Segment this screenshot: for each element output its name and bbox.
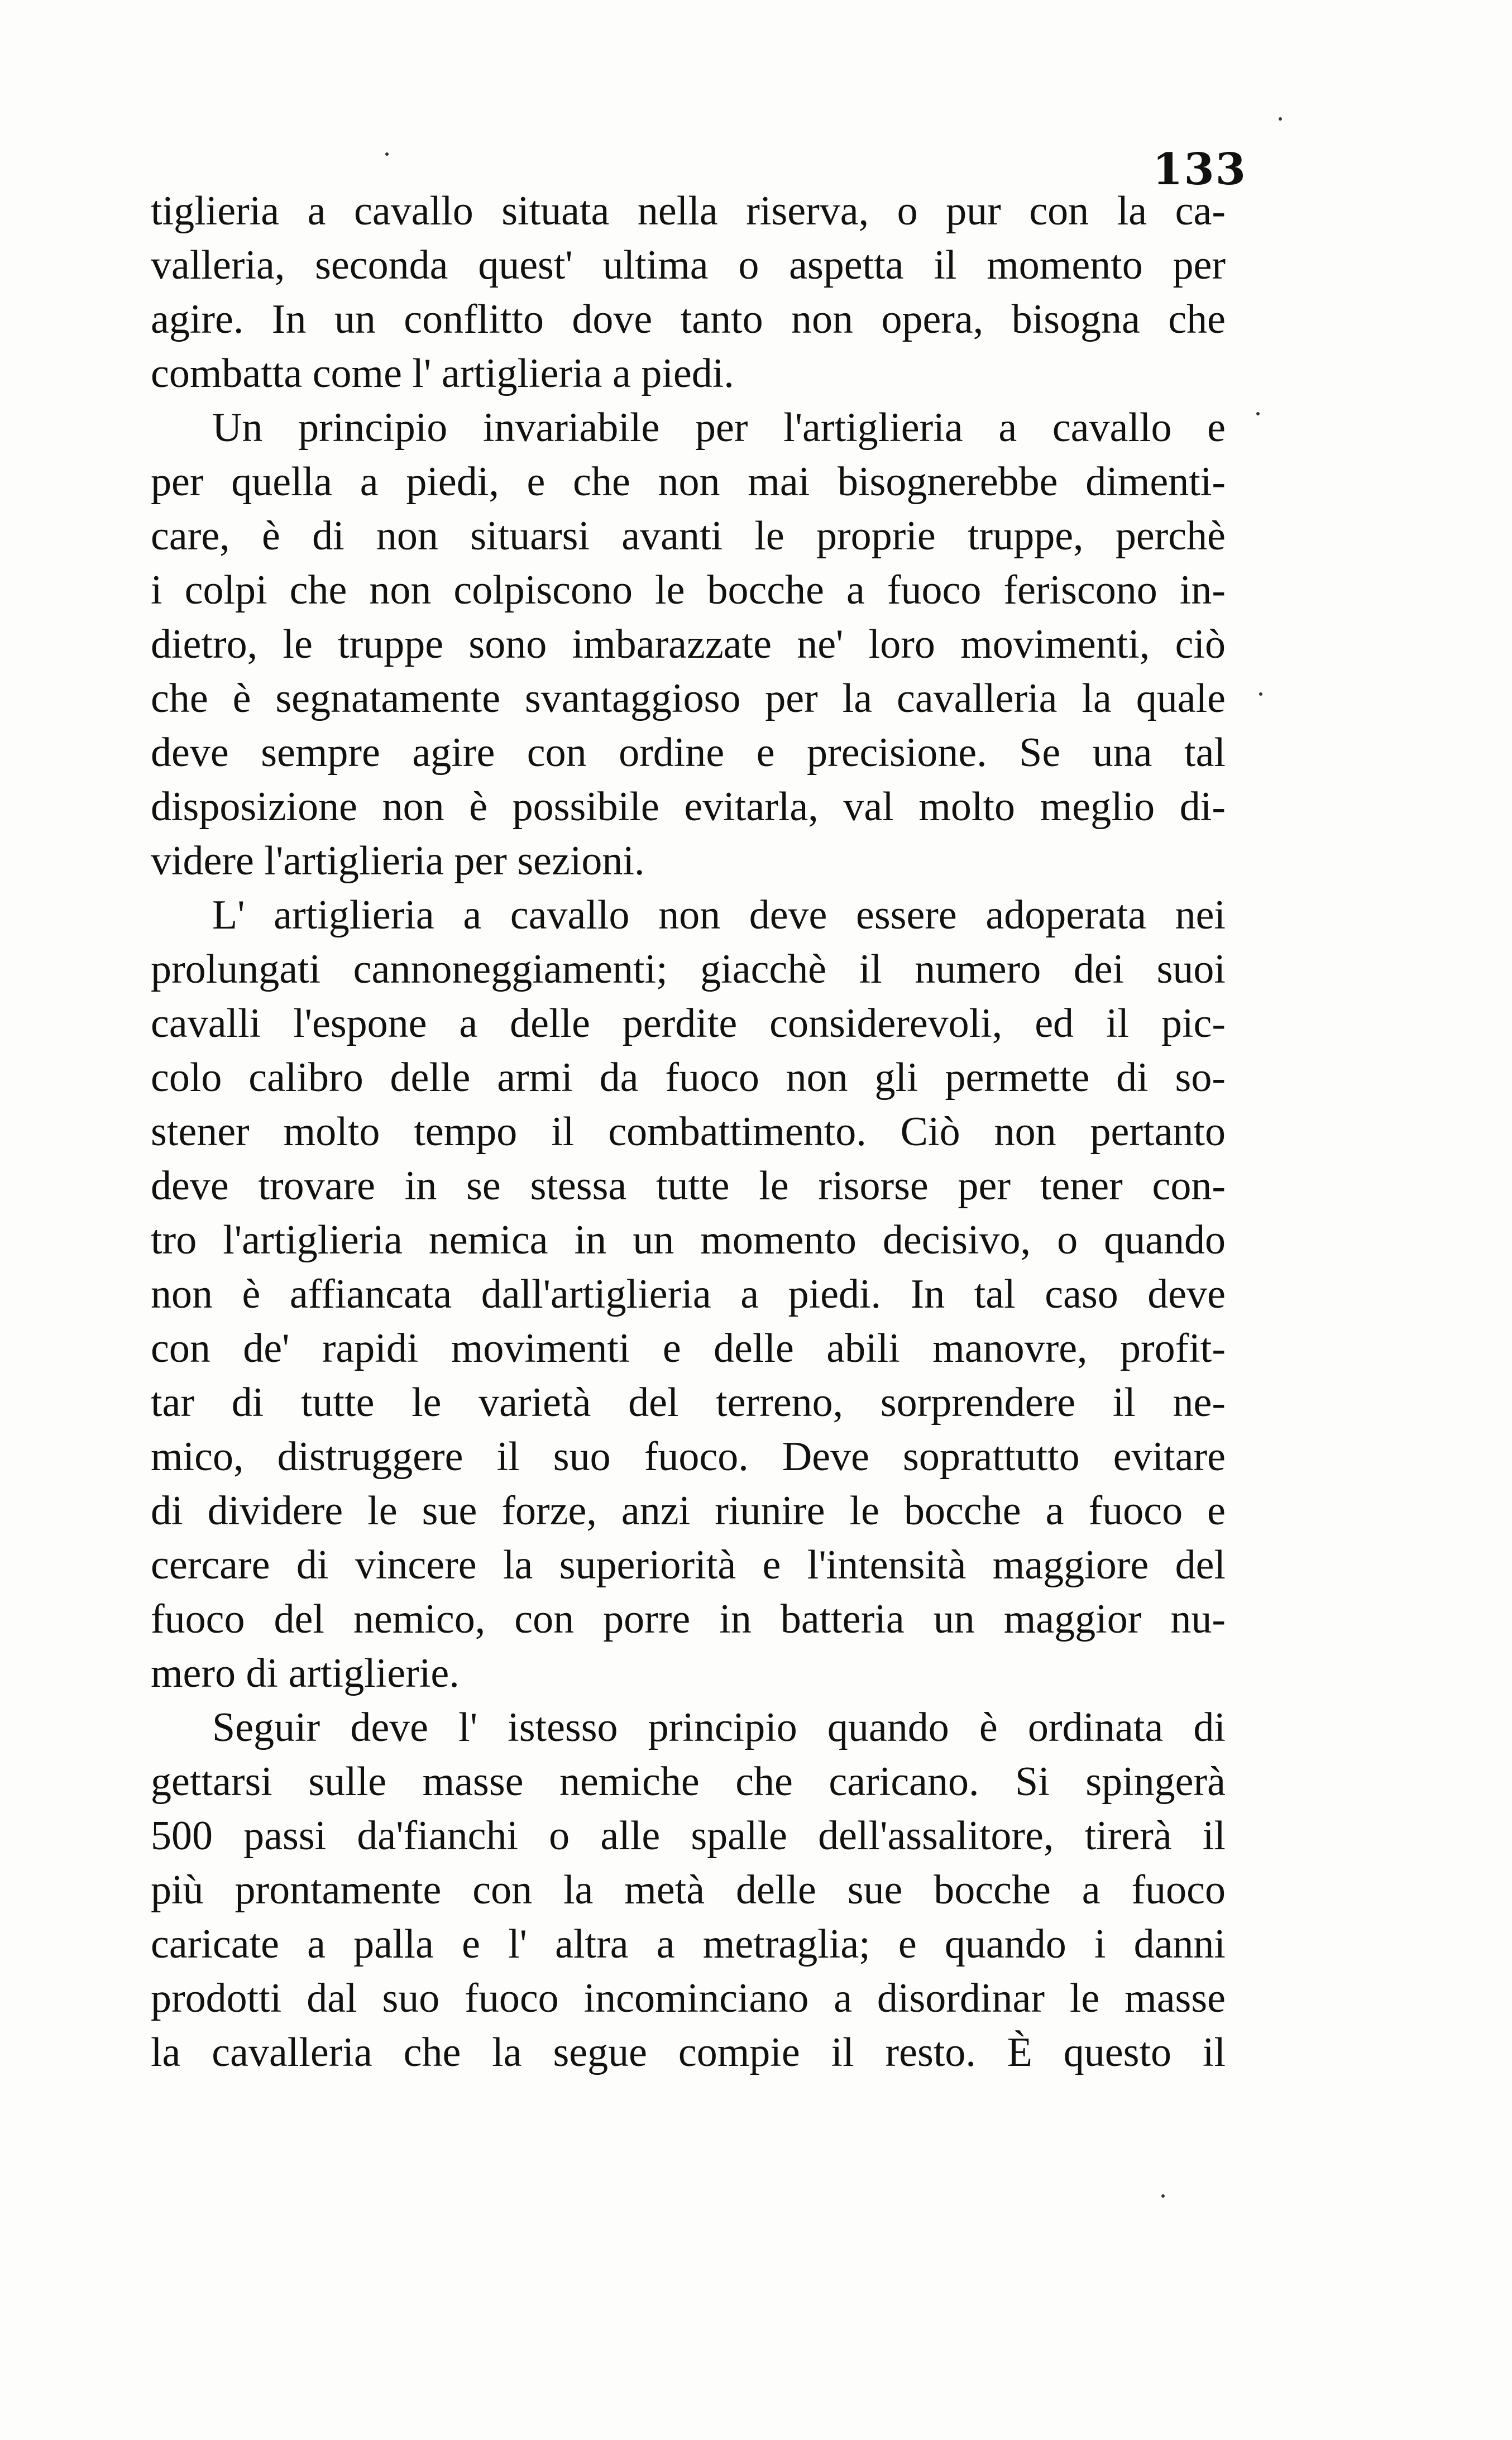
text-line: prolungati cannoneggiamenti; giacchè il numero dei suoi — [151, 946, 1226, 992]
text-line: cercare di vincere la superiorità e l'intensità maggiore del — [151, 1542, 1226, 1588]
scan-speck — [1256, 412, 1260, 415]
text-line: i colpi che non colpiscono le bocche a fuoco feriscono in- — [151, 567, 1226, 613]
text-line: colo calibro delle armi da fuoco non gli permette di so- — [151, 1055, 1226, 1101]
scan-speck — [1161, 2194, 1165, 2198]
text-line: cavalli l'espone a delle perdite considerevoli, ed il pic- — [151, 1001, 1226, 1046]
text-line: caricate a palla e l' altra a metraglia; e quando i danni — [151, 1921, 1226, 1967]
text-line: che è segnatamente svantaggioso per la cavalleria la quale — [151, 676, 1226, 721]
text-line: L' artiglieria a cavallo non deve essere adoperata nei — [212, 892, 1226, 938]
text-line: valleria, seconda quest' ultima o aspetta il momento per — [151, 242, 1226, 288]
text-line: più prontamente con la metà delle sue bocche a fuoco — [151, 1867, 1226, 1913]
scan-speck — [385, 152, 389, 156]
text-line: mero di artiglierie. — [151, 1650, 460, 1696]
body-text — [151, 184, 1226, 2080]
page-number: 133 — [1152, 144, 1247, 195]
text-line: per quella a piedi, e che non mai bisognerebbe dimenti- — [151, 459, 1226, 505]
text-line: videre l'artiglieria per sezioni. — [151, 838, 645, 884]
text-line: Un principio invariabile per l'artiglieria a cavallo e — [212, 405, 1226, 451]
text-line: stener molto tempo il combattimento. Ciò non pertanto — [151, 1109, 1226, 1155]
scan-speck — [1279, 117, 1282, 121]
text-line: mico, distruggere il suo fuoco. Deve soprattutto evitare — [151, 1434, 1226, 1480]
text-line: con de' rapidi movimenti e delle abili manovre, profit- — [151, 1326, 1226, 1371]
text-line: fuoco del nemico, con porre in batteria un maggior nu- — [151, 1596, 1226, 1642]
text-line: care, è di non situarsi avanti le proprie truppe, perchè — [151, 513, 1226, 559]
text-line: la cavalleria che la segue compie il resto. È questo il — [151, 2030, 1226, 2075]
text-line: combatta come l' artiglieria a piedi. — [151, 351, 734, 396]
text-line: non è affiancata dall'artiglieria a piedi. In tal caso deve — [151, 1271, 1226, 1317]
text-line: disposizione non è possibile evitarla, val molto meglio di- — [151, 784, 1226, 830]
text-line: tar di tutte le varietà del terreno, sorprendere il ne- — [151, 1380, 1226, 1425]
text-line: tro l'artiglieria nemica in un momento decisivo, o quando — [151, 1217, 1226, 1263]
text-line: deve trovare in se stessa tutte le risorse per tener con- — [151, 1163, 1226, 1209]
text-line: dietro, le truppe sono imbarazzate ne' loro movimenti, ciò — [151, 621, 1226, 667]
text-line: prodotti dal suo fuoco incominciano a disordinar le masse — [151, 1975, 1226, 2021]
text-line: gettarsi sulle masse nemiche che caricano. Si spingerà — [151, 1759, 1226, 1805]
text-line: deve sempre agire con ordine e precisione. Se una tal — [151, 730, 1226, 776]
text-line: Seguir deve l' istesso principio quando è ordinata di — [212, 1705, 1226, 1750]
text-line: di dividere le sue forze, anzi riunire le bocche a fuoco e — [151, 1488, 1226, 1534]
scan-speck — [1259, 692, 1262, 696]
text-line: agire. In un conflitto dove tanto non opera, bisogna che — [151, 296, 1226, 342]
text-line: tiglieria a cavallo situata nella riserva, o pur con la ca- — [151, 188, 1226, 234]
text-line: 500 passi da'fianchi o alle spalle dell'assalitore, tirerà il — [151, 1813, 1226, 1859]
